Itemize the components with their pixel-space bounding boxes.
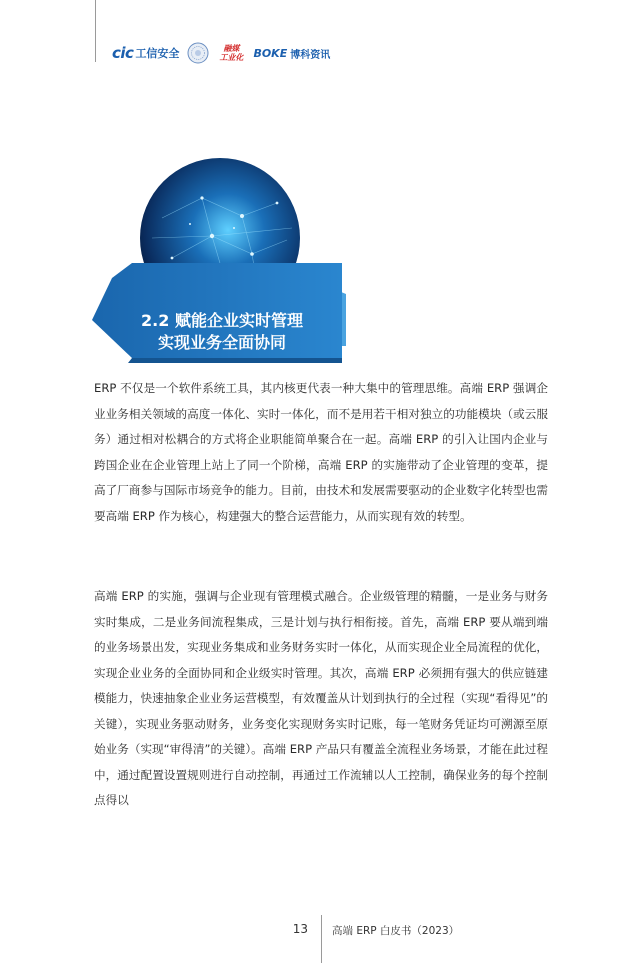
- header-logos: [112, 40, 330, 66]
- header-rule: [95, 0, 96, 62]
- rongmei-logo: [219, 44, 243, 62]
- body-paragraph-1: ERP 不仅是一个软件系统工具，其内核更代表一种大集中的管理思维。高端 ERP 强调企业业务相关领域的高度一体化、实时一体化，而不是用若干相对独立的功能模块（或云服务）通过相对松耦合的方式将企业职能简单聚合在一起。高端 ERP 的引入让国内企业与跨国企业在企业管理上站上了同一个阶梯，高端 ERP 的实施带动了企业管理的变革，提高了厂商参与国际市场竞争的能力。目前，由技术和发展需要驱动的企业数字化转型也需要高端 ERP 作为核心，构建强大的整合运营能力，从而实现有效的转型。: [94, 381, 548, 523]
- rongmei-logo-line2: 工业化: [219, 53, 244, 62]
- body-paragraph-2: 高端 ERP 的实施，强调与企业现有管理模式融合。企业级管理的精髓，一是业务与财务实时集成，二是业务间流程集成，三是计划与执行相衔接。首先，高端 ERP 要从端到端的业务场景出发，实现业务集成和业务财务实时一体化，从而实现企业全局流程的优化，实现企业业务的全面协同和企业级实时管理。其次，高端 ERP 必须拥有强大的供应链建模能力，快速抽象企业业务运营模型，有效覆盖从计划到执行的全过程（实现“看得见”的关键），实现业务驱动财务，业务变化实现财务实时记账，每一笔财务凭证均可溯源至原始业务（实现“审得清”的关键）。高端 ERP 产品只有覆盖全流程业务场景，才能在此过程中，通过配置设置规则进行自动控制，再通过工作流辅以人工控制，确保业务的每个控制点得以: [94, 589, 548, 807]
- rongmei-logo-line1: 融媒: [223, 44, 240, 53]
- section-title-line2: 实现业务全面协同: [157, 333, 286, 352]
- section-title: [112, 310, 332, 354]
- cic-logo-text: 工信安全: [135, 47, 180, 60]
- section-title-line1: 2.2 赋能企业实时管理: [141, 311, 303, 330]
- boke-logo: [253, 46, 330, 61]
- page-number: 13: [292, 922, 308, 936]
- boke-logo-mark: BOKE: [253, 46, 288, 60]
- cic-logo: [112, 44, 179, 62]
- seal-logo-icon: [187, 42, 209, 64]
- footer-doc-title: 高端 ERP 白皮书（2023）: [332, 925, 460, 937]
- boke-logo-text: 博科资讯: [290, 49, 331, 61]
- footer-rule: [321, 915, 322, 963]
- cic-logo-mark: cic: [112, 44, 134, 62]
